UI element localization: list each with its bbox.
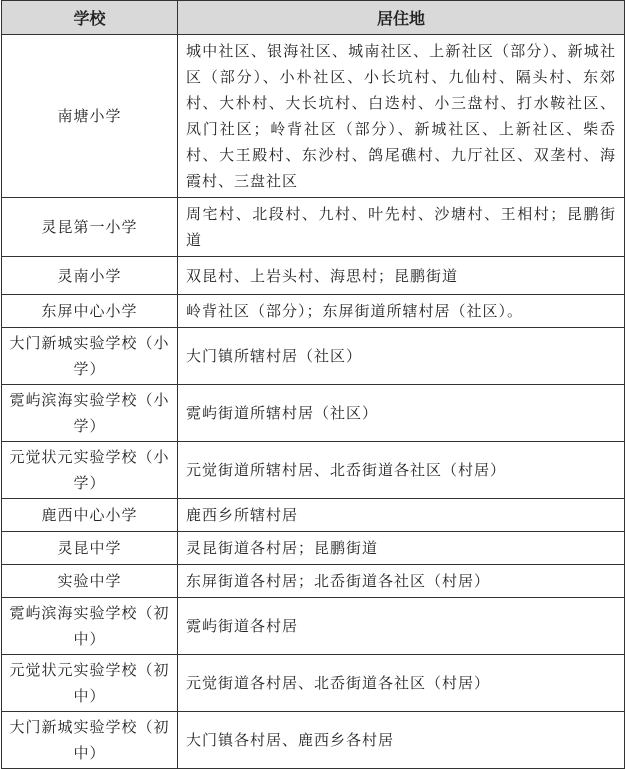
table-row bbox=[2, 35, 625, 198]
school-cell: 大门新城实验学校（初中） bbox=[2, 712, 178, 769]
school-cell: 鹿西中心小学 bbox=[2, 499, 178, 532]
school-cell: 东屏中心小学 bbox=[2, 295, 178, 328]
residence-cell: 大门镇各村居、鹿西乡各村居 bbox=[178, 712, 625, 769]
residence-cell: 东屏街道各村居；北岙街道各社区（村居） bbox=[178, 565, 625, 598]
residence-cell: 双昆村、上岩头村、海思村；昆鹏街道 bbox=[178, 257, 625, 295]
table-row bbox=[2, 328, 625, 385]
table-row bbox=[2, 532, 625, 565]
school-cell: 大门新城实验学校（小学） bbox=[2, 328, 178, 385]
table-row bbox=[2, 712, 625, 769]
school-cell: 南塘小学 bbox=[2, 35, 178, 198]
table-row bbox=[2, 565, 625, 598]
residence-cell: 元觉街道各村居、北岙街道各社区（村居） bbox=[178, 655, 625, 712]
residence-cell: 大门镇所辖村居（社区） bbox=[178, 328, 625, 385]
school-district-table bbox=[1, 0, 625, 769]
table-row bbox=[2, 499, 625, 532]
residence-cell: 鹿西乡所辖村居 bbox=[178, 499, 625, 532]
school-cell: 元觉状元实验学校（初中） bbox=[2, 655, 178, 712]
table-row bbox=[2, 257, 625, 295]
residence-cell: 霓屿街道各村居 bbox=[178, 598, 625, 655]
residence-cell: 霓屿街道所辖村居（社区） bbox=[178, 385, 625, 442]
school-cell: 灵南小学 bbox=[2, 257, 178, 295]
school-cell: 实验中学 bbox=[2, 565, 178, 598]
table-row bbox=[2, 598, 625, 655]
header-school: 学校 bbox=[2, 1, 178, 35]
header-residence: 居住地 bbox=[178, 1, 625, 35]
residence-cell: 元觉街道所辖村居、北岙街道各社区（村居） bbox=[178, 442, 625, 499]
residence-cell: 城中社区、银海社区、城南社区、上新社区（部分）、新城社区（部分）、小朴社区、小长坑村、九仙村、隔头村、东郊村、大朴村、大长坑村、白迭村、小三盘村、打水鞍社区、凤门社区；岭背社区（部分）、新城社区、上新社区、柴岙村、大王殿村、东沙村、鸽尾礁村、九厅社区、双垄村、海霞村、三盘社区 bbox=[178, 35, 625, 198]
table-row bbox=[2, 295, 625, 328]
table-header-row bbox=[2, 1, 625, 35]
school-cell: 霓屿滨海实验学校（小学） bbox=[2, 385, 178, 442]
school-cell: 霓屿滨海实验学校（初中） bbox=[2, 598, 178, 655]
school-cell: 灵昆第一小学 bbox=[2, 198, 178, 257]
table-row bbox=[2, 655, 625, 712]
residence-cell: 灵昆街道各村居；昆鹏街道 bbox=[178, 532, 625, 565]
table-row bbox=[2, 442, 625, 499]
table-row bbox=[2, 385, 625, 442]
table-row bbox=[2, 198, 625, 257]
school-cell: 灵昆中学 bbox=[2, 532, 178, 565]
residence-cell: 岭背社区（部分）；东屏街道所辖村居（社区）。 bbox=[178, 295, 625, 328]
school-cell: 元觉状元实验学校（小学） bbox=[2, 442, 178, 499]
residence-cell: 周宅村、北段村、九村、叶先村、沙塘村、王相村；昆鹏街道 bbox=[178, 198, 625, 257]
